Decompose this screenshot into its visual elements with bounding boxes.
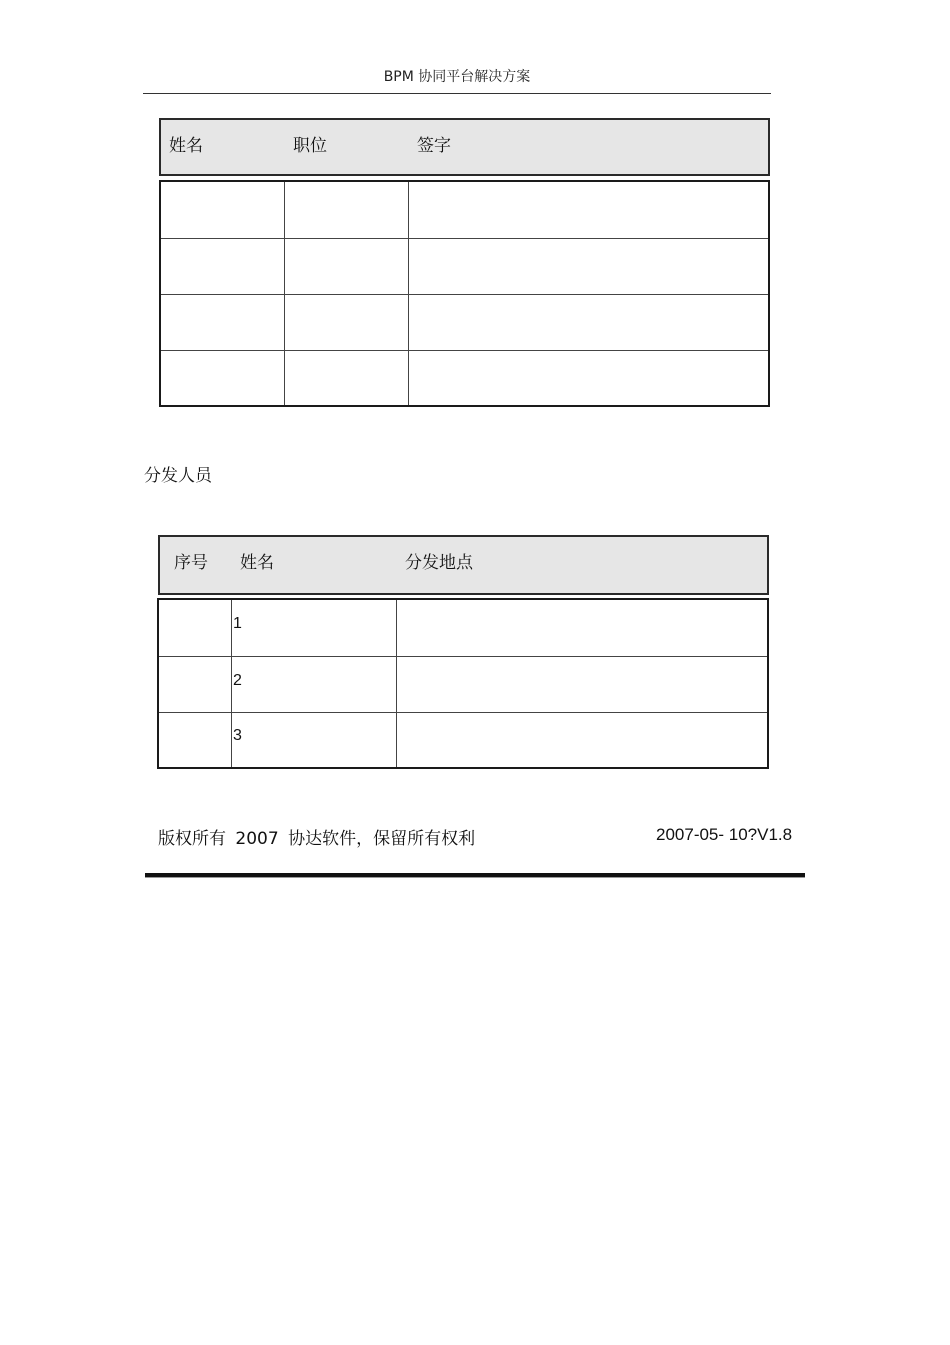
header-seq: 序号	[174, 553, 208, 573]
distribution-table-header	[158, 535, 769, 595]
header-name: 姓名	[169, 136, 203, 156]
version-text: 2007-05- 10?V1.8	[656, 825, 793, 844]
footer-rule	[145, 873, 805, 878]
page-header: BPM 协同平台解决方案	[143, 66, 771, 94]
table-row	[159, 656, 767, 713]
row-number: 2	[233, 672, 242, 689]
header-position: 职位	[293, 136, 327, 156]
distribution-table-body	[157, 598, 769, 769]
header-signature: 签字	[417, 136, 451, 156]
section-title: 分发人员	[144, 466, 212, 486]
header-location: 分发地点	[405, 553, 473, 573]
table-row	[161, 182, 768, 238]
table-row	[161, 238, 768, 295]
table-row	[159, 712, 767, 768]
row-number: 3	[233, 727, 242, 744]
header-name: 姓名	[240, 553, 274, 573]
copyright-text: 版权所有 2007 协达软件，保留所有权利	[158, 829, 476, 849]
sign-table-header	[159, 118, 770, 176]
table-row	[161, 350, 768, 407]
table-row	[159, 600, 767, 656]
row-number: 1	[233, 615, 242, 632]
sign-table-body	[159, 180, 770, 407]
table-row	[161, 294, 768, 351]
